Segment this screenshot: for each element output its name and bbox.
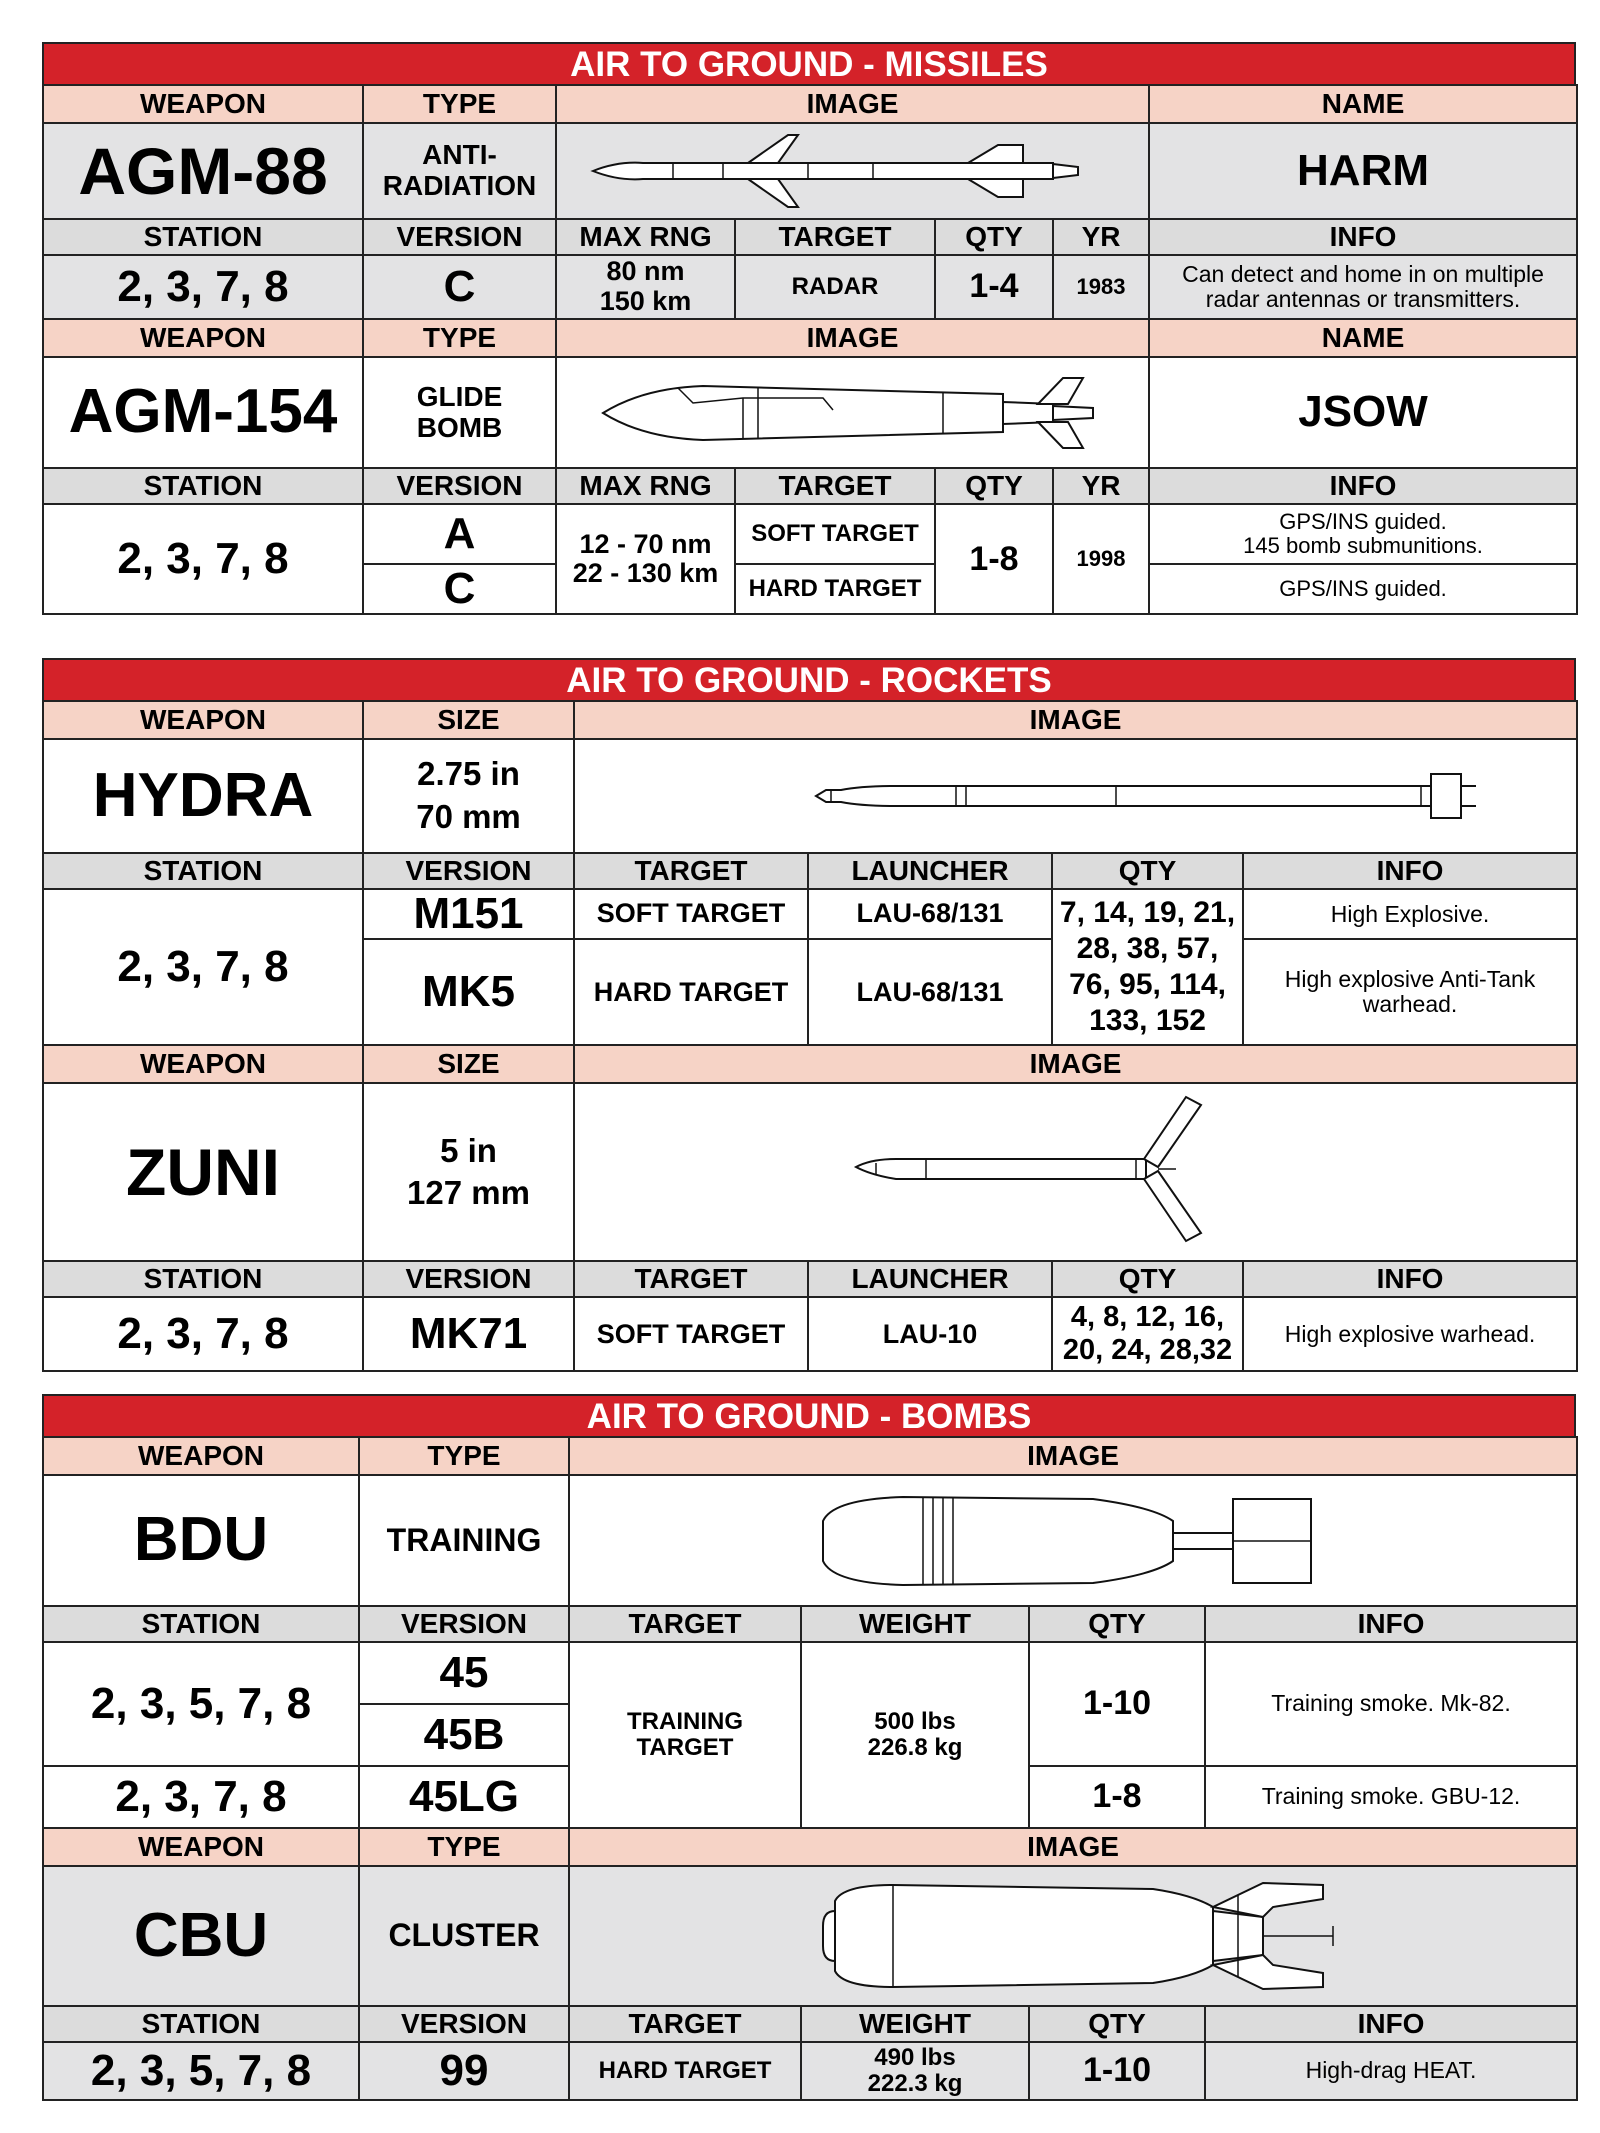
info-header: INFO <box>1243 1261 1577 1297</box>
rocket-image <box>574 739 1577 853</box>
info-value: High explosive Anti-Tank warhead. <box>1243 939 1577 1045</box>
glide-bomb-image <box>556 357 1149 468</box>
name-header: NAME <box>1149 319 1577 357</box>
qty-header: QTY <box>1052 1261 1243 1297</box>
station-value: 2, 3, 5, 7, 8 <box>43 1642 359 1766</box>
weapon-name: JSOW <box>1149 357 1577 468</box>
version-header: VERSION <box>363 1261 574 1297</box>
weapon-header: WEAPON <box>43 1045 363 1083</box>
info-header: INFO <box>1205 1606 1577 1642</box>
qty-value: 1-8 <box>935 504 1053 614</box>
cluster-bomb-drawing-icon <box>793 1871 1353 2001</box>
version-value: 45B <box>359 1704 569 1766</box>
version-value: M151 <box>363 889 574 939</box>
launcher-value: LAU-68/131 <box>808 939 1052 1045</box>
launcher-header: LAUNCHER <box>808 853 1052 889</box>
weapon-designation: AGM-154 <box>43 357 363 468</box>
bombs-title: AIR TO GROUND - BOMBS <box>42 1394 1576 1438</box>
station-value: 2, 3, 7, 8 <box>43 255 363 319</box>
practice-bomb-drawing-icon <box>793 1481 1353 1601</box>
weapon-type: CLUSTER <box>359 1866 569 2006</box>
version-value: 99 <box>359 2042 569 2100</box>
name-header: NAME <box>1149 85 1577 123</box>
weapon-designation: HYDRA <box>43 739 363 853</box>
range-value: 12 - 70 nm 22 - 130 km <box>556 504 735 614</box>
weapon-header: WEAPON <box>43 1828 359 1866</box>
station-value: 2, 3, 7, 8 <box>43 889 363 1045</box>
version-value: MK5 <box>363 939 574 1045</box>
qty-header: QTY <box>1052 853 1243 889</box>
weapon-type: ANTI- RADIATION <box>363 123 556 219</box>
target-value: HARD TARGET <box>735 564 935 614</box>
weapon-header: WEAPON <box>43 85 363 123</box>
finned-rocket-image <box>574 1083 1577 1261</box>
weapon-designation: ZUNI <box>43 1083 363 1261</box>
type-header: TYPE <box>359 1437 569 1475</box>
version-header: VERSION <box>359 2006 569 2042</box>
station-value: 2, 3, 7, 8 <box>43 1297 363 1371</box>
version-value: MK71 <box>363 1297 574 1371</box>
weapon-type: GLIDE BOMB <box>363 357 556 468</box>
info-header: INFO <box>1149 219 1577 255</box>
weapon-designation: AGM-88 <box>43 123 363 219</box>
missiles-title: AIR TO GROUND - MISSILES <box>42 42 1576 86</box>
target-value: SOFT TARGET <box>574 889 808 939</box>
info-header: INFO <box>1243 853 1577 889</box>
info-value: GPS/INS guided. 145 bomb submunitions. <box>1149 504 1577 564</box>
weapon-name: HARM <box>1149 123 1577 219</box>
station-header: STATION <box>43 2006 359 2042</box>
target-value: SOFT TARGET <box>574 1297 808 1371</box>
station-header: STATION <box>43 853 363 889</box>
info-value: GPS/INS guided. <box>1149 564 1577 614</box>
weight-value: 500 lbs 226.8 kg <box>801 1642 1029 1828</box>
info-value: High-drag HEAT. <box>1205 2042 1577 2100</box>
qty-value: 1-4 <box>935 255 1053 319</box>
station-header: STATION <box>43 219 363 255</box>
version-value: 45 <box>359 1642 569 1704</box>
version-value: A <box>363 504 556 564</box>
version-header: VERSION <box>363 853 574 889</box>
target-header: TARGET <box>735 468 935 504</box>
target-value: TRAINING TARGET <box>569 1642 801 1828</box>
range-header: MAX RNG <box>556 219 735 255</box>
weapon-type: TRAINING <box>359 1475 569 1606</box>
size-header: SIZE <box>363 701 574 739</box>
info-value: Can detect and home in on multiple radar antennas or transmitters. <box>1149 255 1577 319</box>
qty-value: 1-10 <box>1029 2042 1205 2100</box>
station-header: STATION <box>43 1606 359 1642</box>
target-value: HARD TARGET <box>574 939 808 1045</box>
image-header: IMAGE <box>574 1045 1577 1083</box>
year-header: YR <box>1053 219 1149 255</box>
missile-image <box>556 123 1149 219</box>
size-header: SIZE <box>363 1045 574 1083</box>
type-header: TYPE <box>363 85 556 123</box>
target-header: TARGET <box>574 853 808 889</box>
weight-header: WEIGHT <box>801 1606 1029 1642</box>
range-header: MAX RNG <box>556 468 735 504</box>
target-value: SOFT TARGET <box>735 504 935 564</box>
type-header: TYPE <box>359 1828 569 1866</box>
info-value: Training smoke. GBU-12. <box>1205 1766 1577 1828</box>
year-header: YR <box>1053 468 1149 504</box>
weapon-header: WEAPON <box>43 1437 359 1475</box>
finned-rocket-drawing-icon <box>826 1087 1326 1257</box>
qty-header: QTY <box>935 219 1053 255</box>
version-header: VERSION <box>363 468 556 504</box>
weapon-header: WEAPON <box>43 701 363 739</box>
target-header: TARGET <box>735 219 935 255</box>
station-header: STATION <box>43 468 363 504</box>
image-header: IMAGE <box>556 319 1149 357</box>
image-header: IMAGE <box>569 1437 1577 1475</box>
range-value: 80 nm 150 km <box>556 255 735 319</box>
station-value: 2, 3, 7, 8 <box>43 1766 359 1828</box>
version-value: C <box>363 255 556 319</box>
missile-drawing-icon <box>573 131 1133 211</box>
qty-value: 1-10 <box>1029 1642 1205 1766</box>
weapon-size: 2.75 in 70 mm <box>363 739 574 853</box>
launcher-value: LAU-68/131 <box>808 889 1052 939</box>
weight-value: 490 lbs 222.3 kg <box>801 2042 1029 2100</box>
launcher-header: LAUNCHER <box>808 1261 1052 1297</box>
weapon-designation: BDU <box>43 1475 359 1606</box>
version-header: VERSION <box>363 219 556 255</box>
weapon-header: WEAPON <box>43 319 363 357</box>
qty-header: QTY <box>1029 1606 1205 1642</box>
weapon-designation: CBU <box>43 1866 359 2006</box>
target-header: TARGET <box>574 1261 808 1297</box>
info-header: INFO <box>1205 2006 1577 2042</box>
info-value: High explosive warhead. <box>1243 1297 1577 1371</box>
rockets-table <box>42 700 1578 1372</box>
version-value: 45LG <box>359 1766 569 1828</box>
target-header: TARGET <box>569 2006 801 2042</box>
image-header: IMAGE <box>556 85 1149 123</box>
cluster-bomb-image <box>569 1866 1577 2006</box>
station-value: 2, 3, 5, 7, 8 <box>43 2042 359 2100</box>
info-value: Training smoke. Mk-82. <box>1205 1642 1577 1766</box>
info-header: INFO <box>1149 468 1577 504</box>
target-value: RADAR <box>735 255 935 319</box>
year-value: 1998 <box>1053 504 1149 614</box>
qty-header: QTY <box>935 468 1053 504</box>
image-header: IMAGE <box>569 1828 1577 1866</box>
weight-header: WEIGHT <box>801 2006 1029 2042</box>
rockets-title: AIR TO GROUND - ROCKETS <box>42 658 1576 702</box>
launcher-value: LAU-10 <box>808 1297 1052 1371</box>
station-header: STATION <box>43 1261 363 1297</box>
bombs-table <box>42 1436 1578 2101</box>
year-value: 1983 <box>1053 255 1149 319</box>
type-header: TYPE <box>363 319 556 357</box>
version-header: VERSION <box>359 1606 569 1642</box>
station-value: 2, 3, 7, 8 <box>43 504 363 614</box>
missiles-table <box>42 84 1578 615</box>
version-value: C <box>363 564 556 614</box>
rocket-drawing-icon <box>676 756 1476 836</box>
qty-value: 1-8 <box>1029 1766 1205 1828</box>
qty-header: QTY <box>1029 2006 1205 2042</box>
target-header: TARGET <box>569 1606 801 1642</box>
qty-value: 7, 14, 19, 21, 28, 38, 57, 76, 95, 114, 133, 152 <box>1052 889 1243 1045</box>
image-header: IMAGE <box>574 701 1577 739</box>
info-value: High Explosive. <box>1243 889 1577 939</box>
target-value: HARD TARGET <box>569 2042 801 2100</box>
qty-value: 4, 8, 12, 16, 20, 24, 28,32 <box>1052 1297 1243 1371</box>
glide-bomb-drawing-icon <box>583 368 1123 458</box>
practice-bomb-image <box>569 1475 1577 1606</box>
weapon-size: 5 in 127 mm <box>363 1083 574 1261</box>
